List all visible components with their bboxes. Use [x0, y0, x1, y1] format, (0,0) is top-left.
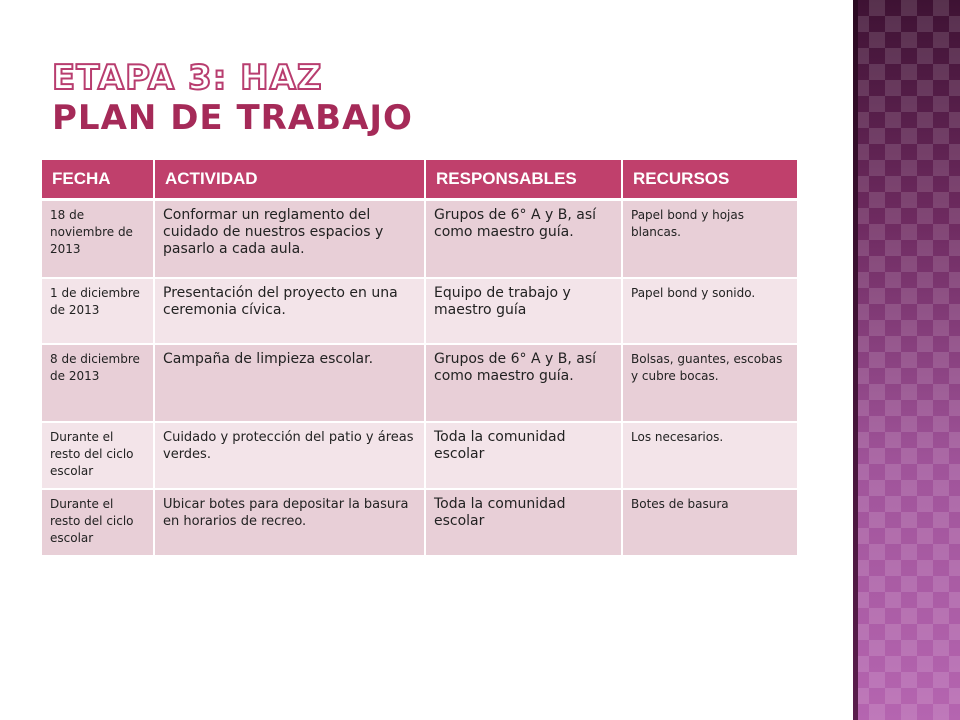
work-plan-table: [42, 160, 799, 557]
cell-actividad: Ubicar botes para depositar la basura en horarios de recreo.: [154, 489, 425, 556]
cell-actividad: Presentación del proyecto en una ceremonia cívica.: [154, 278, 425, 344]
cell-recursos: Papel bond y sonido.: [622, 278, 798, 344]
cell-responsables: Grupos de 6° A y B, así como maestro guía.: [425, 344, 622, 422]
decorative-side-band: [853, 0, 960, 720]
cell-fecha: 1 de diciembre de 2013: [42, 278, 154, 344]
cell-responsables: Toda la comunidad escolar: [425, 422, 622, 489]
table-row: [42, 489, 798, 556]
cell-fecha: Durante el resto del ciclo escolar: [42, 489, 154, 556]
table-row: [42, 422, 798, 489]
cell-responsables: Grupos de 6° A y B, así como maestro guía.: [425, 200, 622, 278]
cell-fecha: 8 de diciembre de 2013: [42, 344, 154, 422]
table-header-row: [42, 160, 798, 200]
cell-recursos: Bolsas, guantes, escobas y cubre bocas.: [622, 344, 798, 422]
header-recursos: RECURSOS: [622, 160, 798, 200]
cell-actividad: Conformar un reglamento del cuidado de nuestros espacios y pasarlo a cada aula.: [154, 200, 425, 278]
slide-title: [52, 58, 413, 138]
cell-responsables: Equipo de trabajo y maestro guía: [425, 278, 622, 344]
cell-fecha: 18 de noviembre de 2013: [42, 200, 154, 278]
cell-actividad: Cuidado y protección del patio y áreas verdes.: [154, 422, 425, 489]
cell-actividad: Campaña de limpieza escolar.: [154, 344, 425, 422]
title-stage: ETAPA 3: HAZ: [52, 58, 323, 98]
table-row: [42, 200, 798, 278]
cell-recursos: Los necesarios.: [622, 422, 798, 489]
title-plan: PLAN DE TRABAJO: [52, 98, 413, 138]
cell-recursos: Papel bond y hojas blancas.: [622, 200, 798, 278]
header-actividad: ACTIVIDAD: [154, 160, 425, 200]
table-row: [42, 344, 798, 422]
cell-recursos: Botes de basura: [622, 489, 798, 556]
header-fecha: FECHA: [42, 160, 154, 200]
cell-fecha: Durante el resto del ciclo escolar: [42, 422, 154, 489]
table-row: [42, 278, 798, 344]
cell-responsables: Toda la comunidad escolar: [425, 489, 622, 556]
header-responsables: RESPONSABLES: [425, 160, 622, 200]
